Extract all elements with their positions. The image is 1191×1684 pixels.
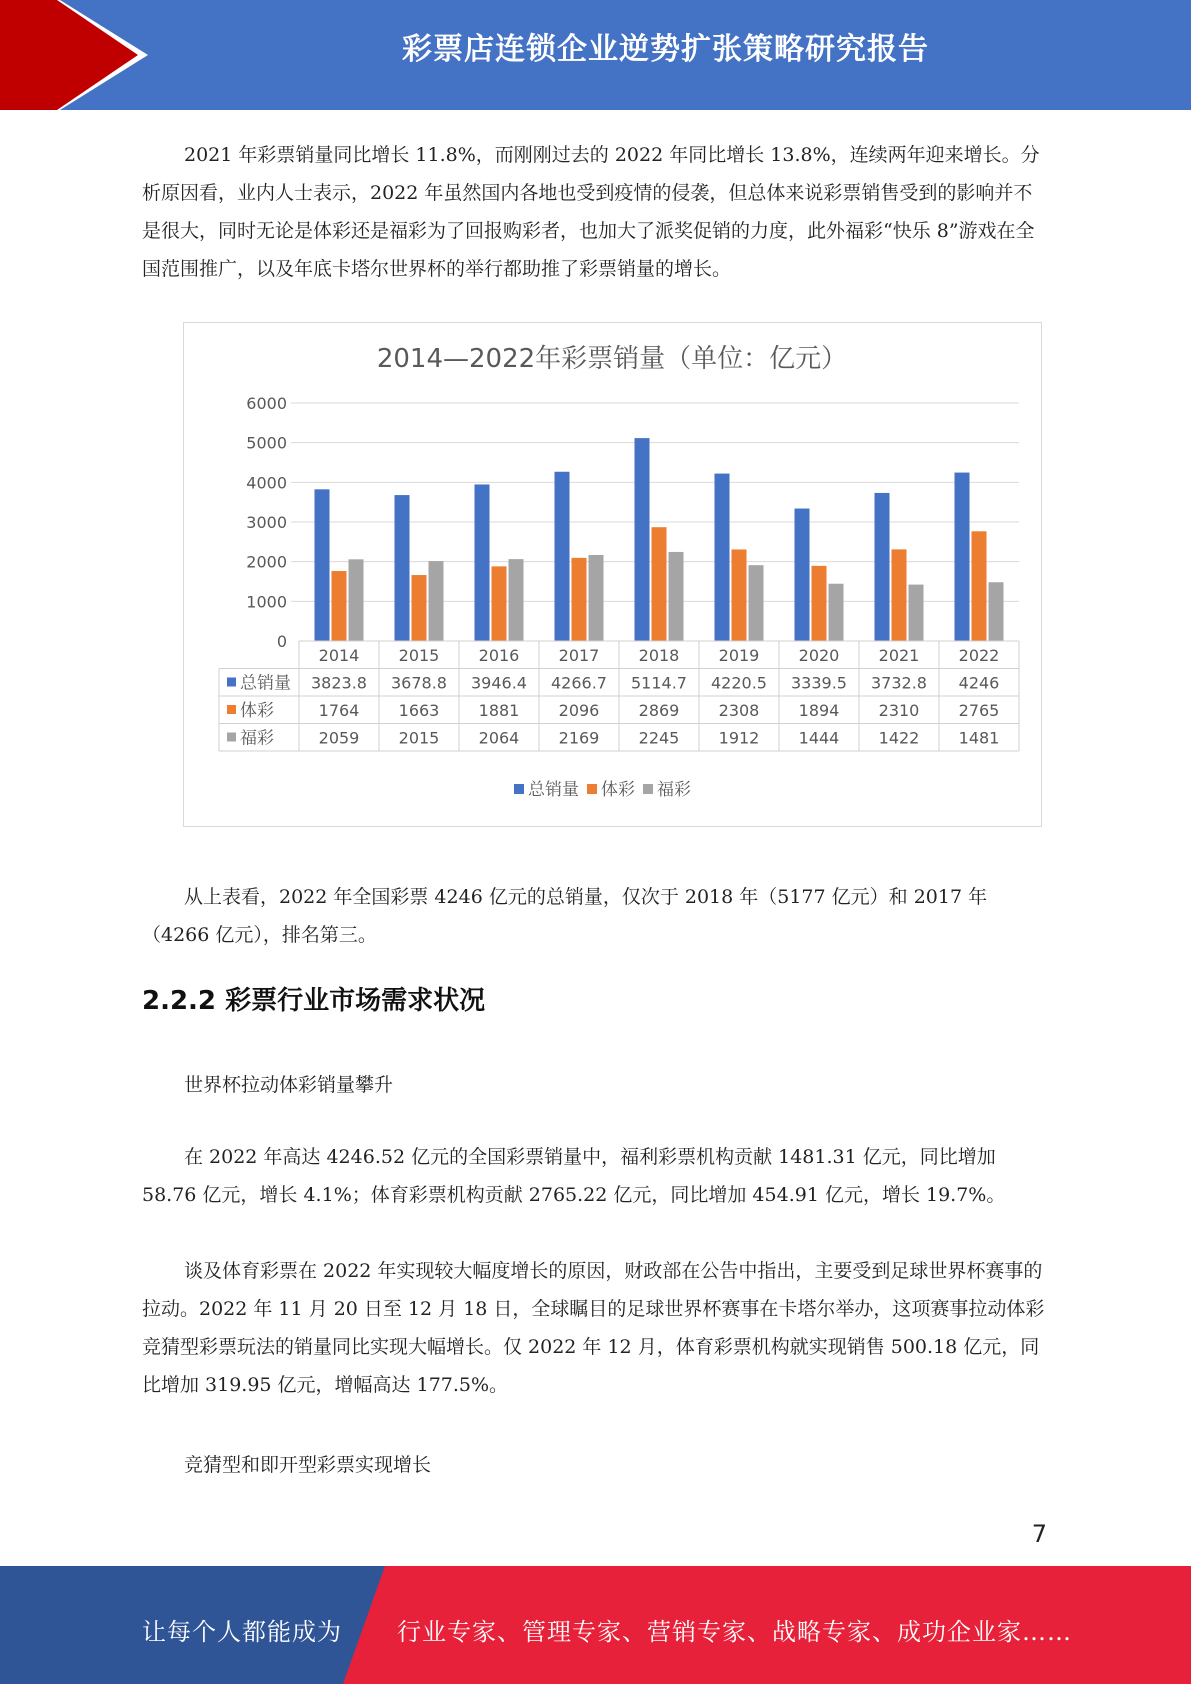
legend-label: 福彩 — [657, 780, 691, 800]
table-series-label: 体彩 — [240, 701, 274, 721]
data-label: 4220.5 — [711, 673, 767, 693]
bar-体彩-2018 — [652, 527, 667, 641]
x-tick-label: 2014 — [318, 646, 360, 665]
subheading-quiz-instant: 竞猜型和即开型彩票实现增长 — [184, 1454, 432, 1476]
data-label: 1663 — [398, 701, 440, 720]
data-label: 2765 — [958, 701, 1000, 720]
data-label: 4266.7 — [551, 673, 607, 693]
y-tick-label: 3000 — [246, 513, 287, 532]
bar-总销量-2018 — [635, 438, 650, 641]
bar-体彩-2021 — [892, 549, 907, 641]
bar-总销量-2017 — [555, 472, 570, 641]
bar-总销量-2021 — [875, 493, 890, 641]
summary-paragraph: 从上表看，2022 年全国彩票 4246 亿元的总销量，仅次于 2018 年（5177 亿元）和 2017 年（4266 亿元），排名第三。 — [142, 886, 988, 946]
bar-体彩-2022 — [972, 531, 987, 641]
data-label: 2059 — [318, 728, 360, 748]
table-series-label: 总销量 — [240, 673, 291, 694]
data-label: 1481 — [958, 728, 1000, 748]
data-label: 1894 — [798, 701, 840, 720]
bar-福彩-2018 — [669, 552, 684, 641]
x-tick-label: 2017 — [558, 646, 600, 665]
bar-体彩-2020 — [812, 566, 827, 641]
table-legend-key-总销量 — [227, 678, 236, 687]
page-number: 7 — [1031, 1520, 1047, 1548]
y-tick-label: 0 — [276, 632, 287, 651]
data-label: 3678.8 — [391, 673, 447, 693]
x-tick-label: 2015 — [398, 646, 440, 665]
legend-key-体彩 — [587, 784, 597, 794]
data-label: 3732.8 — [871, 673, 927, 693]
data-label: 3339.5 — [791, 673, 847, 693]
x-tick-label: 2021 — [878, 646, 920, 665]
bar-总销量-2016 — [475, 484, 490, 641]
data-label: 1912 — [718, 728, 760, 748]
y-tick-label: 6000 — [246, 394, 287, 413]
table-legend-key-福彩 — [227, 733, 236, 742]
chart-svg — [184, 323, 1041, 826]
header-bar — [0, 0, 1191, 110]
footer-slogan-left: 让每个人都能成为 — [142, 1618, 342, 1646]
paragraph-worldcup-reason: 谈及体育彩票在 2022 年实现较大幅度增长的原因，财政部在公告中指出，主要受到足球世界杯赛事的拉动。2022 年 11 月 20 日至 12 月 18 日，全球瞩目的足球世界杯赛事在卡塔尔举办，这项赛事拉动体彩竞猜型彩票玩法的销量同比实现大幅增长。仅 2022 年 12 月，体育彩票机构就实现销售 500.18 亿元，同比增加 319.95 亿元，增幅高达 177.5%。 — [142, 1260, 1045, 1396]
data-label: 1444 — [798, 728, 840, 748]
bar-福彩-2020 — [829, 584, 844, 641]
bar-福彩-2022 — [989, 582, 1004, 641]
sales-chart — [183, 322, 1042, 827]
bar-福彩-2021 — [909, 585, 924, 641]
y-tick-label: 1000 — [246, 592, 287, 612]
subheading-worldcup: 世界杯拉动体彩销量攀升 — [184, 1074, 394, 1096]
header-arrow-decoration — [0, 0, 150, 110]
y-tick-label: 2000 — [246, 552, 287, 572]
chart-title: 2014—2022年彩票销量（单位：亿元） — [376, 344, 848, 374]
data-label: 2869 — [638, 701, 680, 720]
x-tick-label: 2016 — [478, 646, 520, 665]
data-label: 3823.8 — [311, 673, 367, 693]
bar-体彩-2019 — [732, 549, 747, 641]
data-label: 1764 — [318, 701, 360, 720]
legend-label: 总销量 — [528, 780, 579, 800]
data-label: 2308 — [718, 701, 760, 720]
data-label: 4246 — [958, 673, 1000, 693]
data-label: 2064 — [478, 728, 520, 748]
data-label: 2245 — [638, 728, 680, 748]
x-tick-label: 2018 — [638, 646, 680, 665]
bar-体彩-2017 — [572, 558, 587, 641]
data-label: 2169 — [558, 728, 600, 748]
data-label: 2096 — [558, 701, 600, 720]
bar-体彩-2015 — [412, 575, 427, 641]
y-tick-label: 5000 — [246, 433, 287, 453]
x-tick-label: 2020 — [798, 646, 840, 665]
bar-总销量-2015 — [395, 495, 410, 641]
data-label: 3946.4 — [471, 673, 527, 693]
bar-福彩-2017 — [589, 555, 604, 641]
data-label: 5114.7 — [631, 673, 687, 693]
bar-体彩-2014 — [332, 571, 347, 641]
table-series-label: 福彩 — [240, 728, 274, 749]
bar-总销量-2020 — [795, 509, 810, 641]
x-tick-label: 2022 — [958, 646, 1000, 665]
data-label: 1881 — [478, 701, 520, 720]
legend-key-总销量 — [514, 784, 524, 794]
bar-体彩-2016 — [492, 566, 507, 641]
bar-福彩-2019 — [749, 565, 764, 641]
y-tick-label: 4000 — [246, 473, 287, 493]
bar-福彩-2015 — [429, 561, 444, 641]
bar-总销量-2022 — [955, 473, 970, 641]
legend-key-福彩 — [643, 784, 653, 794]
bar-福彩-2014 — [349, 559, 364, 641]
section-heading: 2.2.2 彩票行业市场需求状况 — [142, 986, 486, 1016]
report-title: 彩票店连锁企业逆势扩张策略研究报告 — [402, 32, 929, 67]
data-label: 2310 — [878, 701, 920, 720]
x-tick-label: 2019 — [718, 646, 760, 665]
bar-福彩-2016 — [509, 559, 524, 641]
bar-总销量-2014 — [315, 489, 330, 641]
intro-paragraph: 2021 年彩票销量同比增长 11.8%，而刚刚过去的 2022 年同比增长 13.8%，连续两年迎来增长。分析原因看，业内人士表示，2022 年虽然国内各地也受到疫情的侵袭，但总体来说彩票销售受到的影响并不是很大，同时无论是体彩还是福彩为了回报购彩者，也加大了派奖促销的力度，此外福彩“快乐 8”游戏在全国范围推广，以及年底卡塔尔世界杯的举行都助推了彩票销量的增长。 — [142, 144, 1040, 280]
legend-label: 体彩 — [601, 780, 635, 800]
paragraph-lottery-breakdown: 在 2022 年高达 4246.52 亿元的全国彩票销量中，福利彩票机构贡献 1481.31 亿元，同比增加 58.76 亿元，增长 4.1%；体育彩票机构贡献 2765.22 亿元，同比增加 454.91 亿元，增长 19.7%。 — [142, 1146, 1006, 1206]
table-legend-key-体彩 — [227, 705, 236, 714]
footer-slogan-right: 行业专家、管理专家、营销专家、战略专家、成功企业家…… — [397, 1618, 1072, 1646]
data-label: 1422 — [878, 728, 920, 748]
bar-总销量-2019 — [715, 474, 730, 641]
data-label: 2015 — [398, 728, 440, 748]
